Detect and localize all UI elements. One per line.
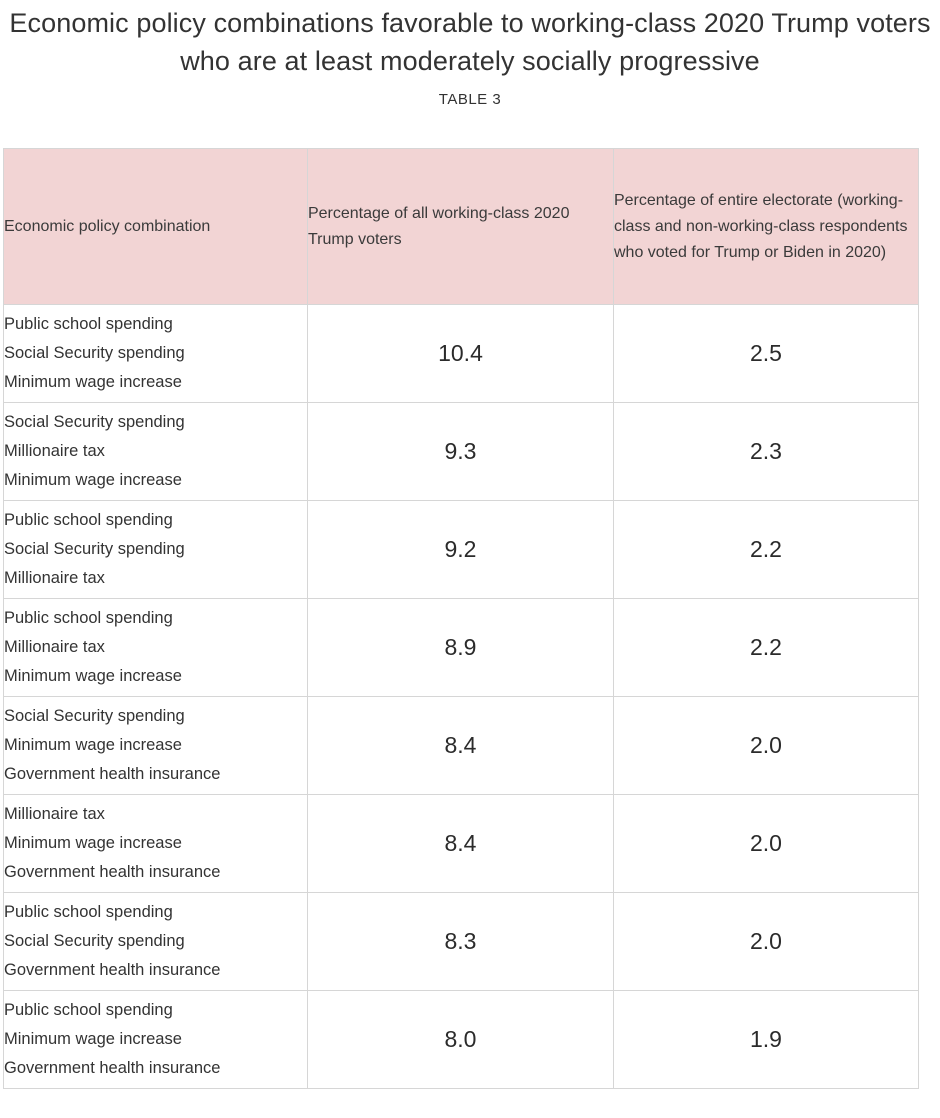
policy-combination-cell: [4, 305, 308, 403]
policy-item: Millionaire tax: [4, 805, 105, 823]
policy-item: Public school spending: [4, 903, 173, 921]
table-row: [4, 403, 919, 501]
policy-item: Minimum wage increase: [4, 667, 182, 685]
table-row: [4, 697, 919, 795]
policy-table: [3, 148, 919, 1089]
policy-combination-cell: [4, 893, 308, 991]
policy-item: Government health insurance: [4, 1059, 221, 1077]
header-electorate-pct: Percentage of entire electorate (working-class and non-working-class respondents who voted for Trump or Biden in 2020): [613, 149, 918, 305]
policy-item: Millionaire tax: [4, 569, 105, 587]
trump-voters-pct-cell: 8.0: [307, 991, 613, 1089]
policy-item: Social Security spending: [4, 413, 185, 431]
policy-item: Minimum wage increase: [4, 736, 182, 754]
policy-item: Minimum wage increase: [4, 373, 182, 391]
policy-combination-cell: [4, 991, 308, 1089]
policy-item: Public school spending: [4, 315, 173, 333]
trump-voters-pct-cell: 8.4: [307, 697, 613, 795]
trump-voters-pct-cell: 8.9: [307, 599, 613, 697]
trump-voters-pct-cell: 10.4: [307, 305, 613, 403]
policy-combination-cell: [4, 697, 308, 795]
policy-combination-cell: [4, 795, 308, 893]
policy-item: Social Security spending: [4, 707, 185, 725]
table-row: [4, 991, 919, 1089]
table-row: [4, 599, 919, 697]
policy-item: Social Security spending: [4, 932, 185, 950]
electorate-pct-cell: 2.5: [613, 305, 918, 403]
policy-item: Minimum wage increase: [4, 1030, 182, 1048]
policy-item: Government health insurance: [4, 863, 221, 881]
electorate-pct-cell: 1.9: [613, 991, 918, 1089]
policy-item: Government health insurance: [4, 961, 221, 979]
policy-item: Public school spending: [4, 609, 173, 627]
header-policy-combination: Economic policy combination: [4, 149, 308, 305]
table-row: [4, 795, 919, 893]
electorate-pct-cell: 2.3: [613, 403, 918, 501]
table-row: [4, 305, 919, 403]
policy-item: Government health insurance: [4, 765, 221, 783]
electorate-pct-cell: 2.0: [613, 697, 918, 795]
trump-voters-pct-cell: 9.3: [307, 403, 613, 501]
policy-item: Minimum wage increase: [4, 471, 182, 489]
trump-voters-pct-cell: 8.4: [307, 795, 613, 893]
policy-combination-cell: [4, 599, 308, 697]
policy-item: Social Security spending: [4, 344, 185, 362]
table-row: [4, 501, 919, 599]
policy-item: Minimum wage increase: [4, 834, 182, 852]
policy-combination-cell: [4, 501, 308, 599]
electorate-pct-cell: 2.0: [613, 893, 918, 991]
table-label: TABLE 3: [438, 91, 502, 108]
policy-item: Millionaire tax: [4, 442, 105, 460]
header-trump-voters-pct: Percentage of all working-class 2020 Trump voters: [307, 149, 613, 305]
table-title: Economic policy combinations favorable to working-class 2020 Trump voters who are at least moderately socially progressive: [9, 8, 931, 76]
electorate-pct-cell: 2.2: [613, 501, 918, 599]
policy-item: Social Security spending: [4, 540, 185, 558]
policy-item: Public school spending: [4, 511, 173, 529]
table-row: [4, 893, 919, 991]
table-header-row: [4, 149, 919, 305]
policy-item: Millionaire tax: [4, 638, 105, 656]
policy-combination-cell: [4, 403, 308, 501]
electorate-pct-cell: 2.0: [613, 795, 918, 893]
electorate-pct-cell: 2.2: [613, 599, 918, 697]
trump-voters-pct-cell: 8.3: [307, 893, 613, 991]
policy-item: Public school spending: [4, 1001, 173, 1019]
trump-voters-pct-cell: 9.2: [307, 501, 613, 599]
